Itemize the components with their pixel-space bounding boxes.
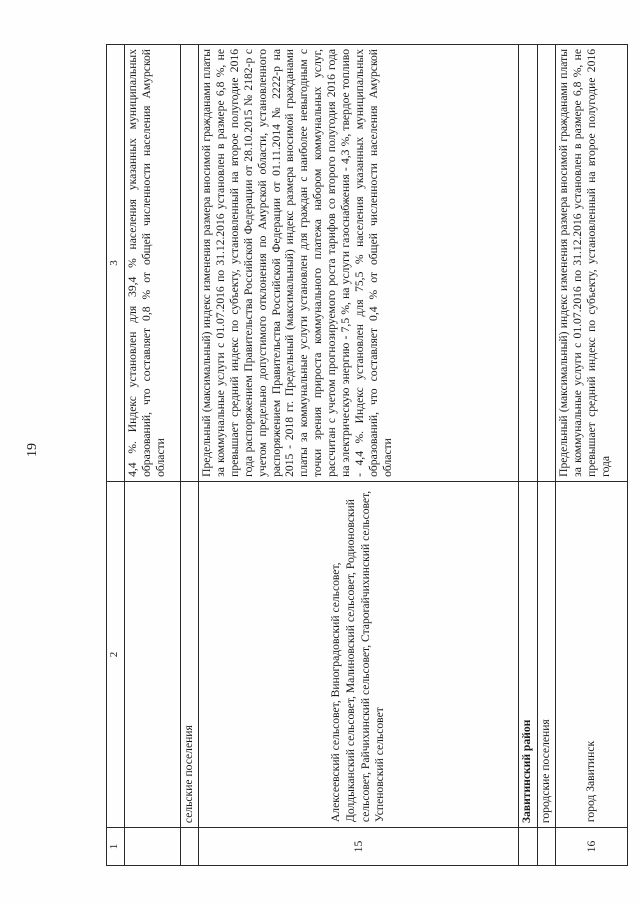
district-row [519,45,538,866]
tariff-index-table [106,44,628,866]
section-rural-label: сельские поселения [181,481,199,827]
row-15-num: 15 [199,828,519,866]
section-urban-num-cell [538,828,556,866]
table-row-16 [556,45,628,866]
table-row-continuation [125,45,181,866]
row-15-municipalities: Алексеевский сельсовет, Виноградовский сельсовет, Долдыканский сельсовет, Малиновский сельсовет, Родионовский сельсовет, Райчихинский сельсовет, Староraйчихинский сельсовет, Успеновский сельсовет [199,481,519,827]
continuation-name-cell [125,481,181,827]
section-row-rural [181,45,199,866]
rotated-table-frame [106,44,612,866]
district-empty-cell [519,45,538,482]
continuation-text: 4,4 %. Индекс установлен для 39,4 % населения указанных муниципальных образований, что составляет 0,8 % от общей численности населения Амурской области [125,45,181,482]
header-col-1: 1 [107,828,125,866]
row-15-description: Предельный (максимальный) индекс изменения размера вносимой гражданами платы за коммунальные услуги с 01.07.2016 по 31.12.2016 установлен в размере 6,8 %, не превышает средний индекс по субъекту, установленный на второе полугодие 2016 года распоряжением Правительства Российской Федерации от 28.10.2015 № 2182-р с учетом предельно допустимого отклонения по Амурской области, установленного распоряжением Правительства Российской Федерации от 01.11.2014 № 2222-р на 2015 - 2018 гг. Предельный (максимальный) индекс размера вносимой гражданами платы за коммунальные услуги установлен для граждан с наиболее невыгодным с точки зрения прироста коммунального платежа набором коммунальных услуг, рассчитан с учетом прогнозируемого роста тарифов со второго полугодия 2016 года на электрическую энергию - 7,5 %, на услуги газоснабжения - 4,3 %, твердое топливо - 4,4 %. Индекс установлен для 75,5 % населения указанных муниципальных образований, что составляет 0,4 % от общей численности населения Амурской области [199,45,519,482]
table-row-15 [199,45,519,866]
section-num-cell [181,828,199,866]
section-urban-label: городские поселения [538,481,556,827]
header-col-3: 3 [107,45,125,482]
header-col-2: 2 [107,481,125,827]
table-header-row [107,45,125,866]
page-number: 19 [25,443,40,457]
continuation-num-cell [125,828,181,866]
district-name: Завитинский район [519,481,538,827]
section-empty-cell [181,45,199,482]
row-16-description: Предельный (максимальный) индекс изменения размера вносимой гражданами платы за коммунальные услуги с 01.07.2016 по 31.12.2016 установлен в размере 6,8 %, не превышает средний индекс по субъекту, установленный на второе полугодие 2016 года [556,45,628,482]
row-16-municipality: город Завитинск [556,481,628,827]
row-16-num: 16 [556,828,628,866]
section-row-urban [538,45,556,866]
section-urban-empty-cell [538,45,556,482]
district-num-cell [519,828,538,866]
